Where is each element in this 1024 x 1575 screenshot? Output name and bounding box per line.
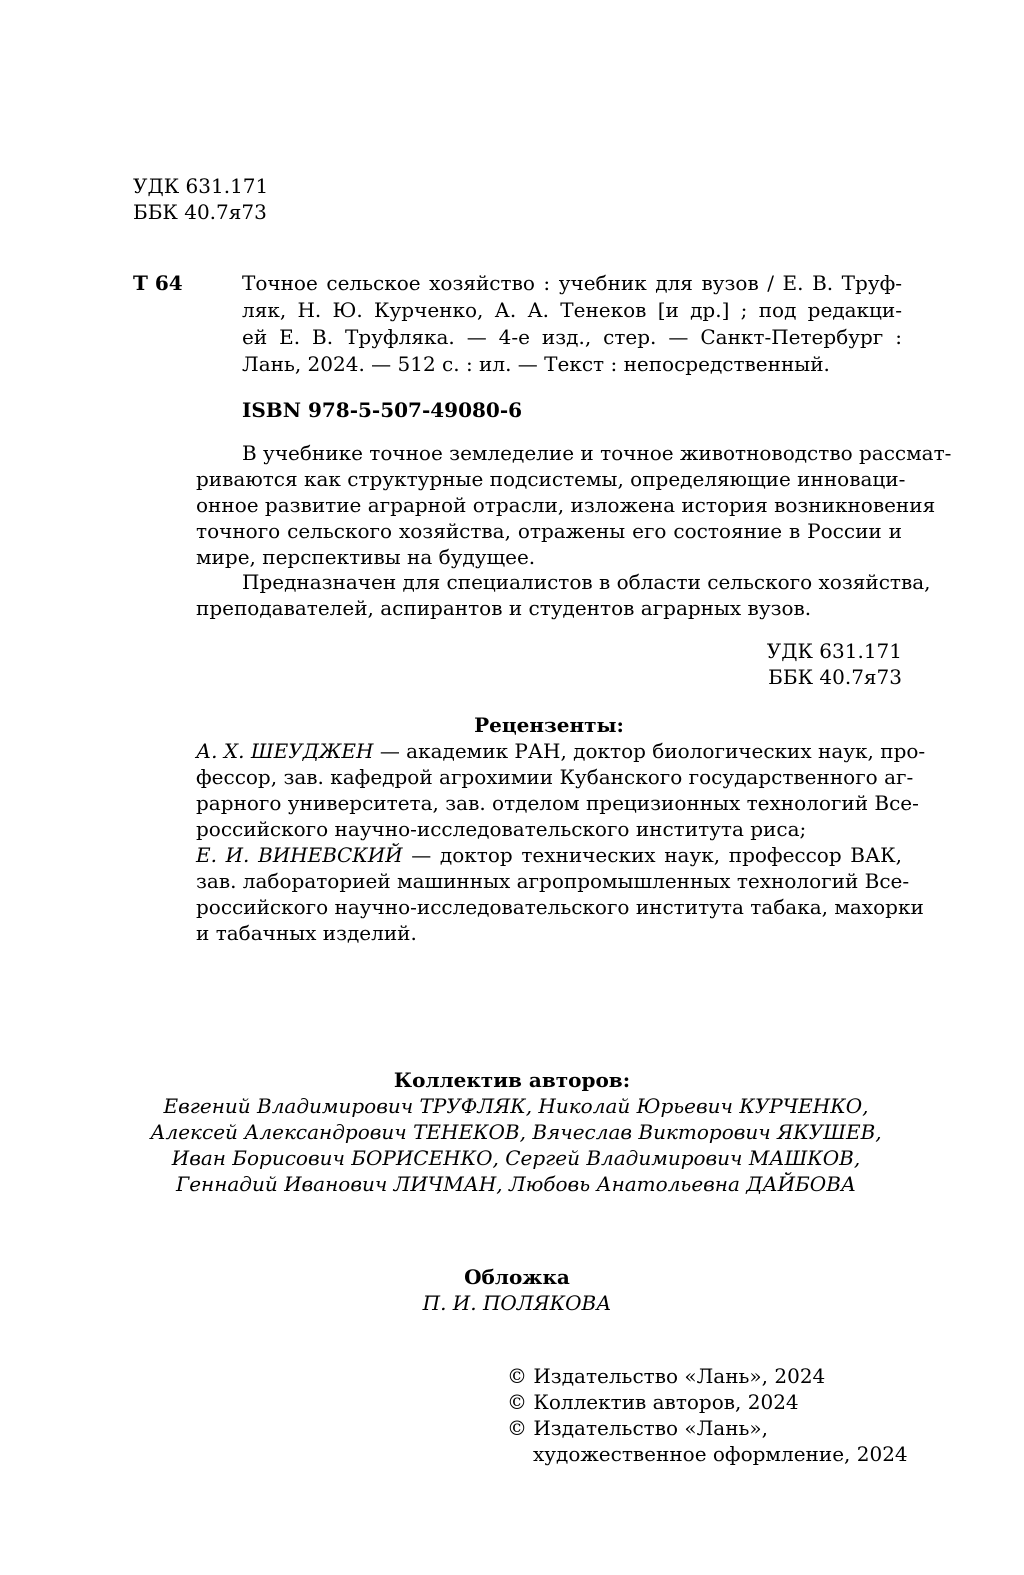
cover-title: Обложка — [464, 1265, 570, 1289]
abstract-line: преподавателей, аспирантов и студентов аграрных вузов. — [196, 596, 812, 620]
bibliographic-line: Точное сельское хозяйство : учебник для вузов / Е. В. Труф- — [242, 271, 902, 295]
reviewer-line — [196, 842, 902, 868]
copyright-line: © Издательство «Лань», — [507, 1416, 769, 1440]
abstract-line: В учебнике точное земледелие и точное животноводство рассмат- — [242, 441, 952, 465]
reviewer-line: российского научно-исследовательского института табака, махорки — [196, 895, 924, 919]
reviewers-title: Рецензенты: — [474, 713, 624, 737]
reviewer-line: зав. лабораторией машинных агропромышленных технологий Все- — [196, 869, 910, 893]
udk-code-right: УДК 631.171 — [766, 639, 902, 663]
author-line: Евгений Владимирович ТРУФЛЯК, Николай Юрьевич КУРЧЕНКО, — [163, 1094, 869, 1118]
reviewer-text: — академик РАН, доктор биологических наук, про- — [373, 739, 926, 763]
reviewer-line — [196, 738, 926, 764]
copyright-line: художественное оформление, 2024 — [533, 1442, 908, 1466]
abstract-line: онное развитие аграрной отрасли, изложена история возникновения — [196, 493, 936, 517]
reviewer-line: и табачных изделий. — [196, 921, 417, 945]
abstract-line: Предназначен для специалистов в области сельского хозяйства, — [242, 570, 931, 594]
reviewer-line: фессор, зав. кафедрой агрохимии Кубанского государственного аг- — [196, 765, 914, 789]
bbk-code: ББК 40.7я73 — [133, 200, 267, 224]
bbk-code-right: ББК 40.7я73 — [768, 665, 902, 689]
copyright-line: © Издательство «Лань», 2024 — [507, 1364, 826, 1388]
author-line: Иван Борисович БОРИСЕНКО, Сергей Владимирович МАШКОВ, — [171, 1146, 861, 1170]
cover-designer: П. И. ПОЛЯКОВА — [422, 1291, 612, 1315]
reviewer-name: Е. И. ВИНЕВСКИЙ — [196, 843, 403, 867]
reviewer-text: — доктор технических наук, профессор ВАК, — [402, 843, 902, 867]
reviewer-name: А. Х. ШЕУДЖЕН — [196, 739, 374, 763]
author-line: Алексей Александрович ТЕНЕКОВ, Вячеслав Викторович ЯКУШЕВ, — [150, 1120, 882, 1144]
cutter-mark: Т 64 — [133, 271, 183, 295]
abstract-line: точного сельского хозяйства, отражены его состояние в России и — [196, 519, 902, 543]
bibliographic-line: ей Е. В. Труфляка. — 4-е изд., стер. — Санкт-Петербург : — [242, 325, 902, 349]
reviewer-line: российского научно-исследовательского института риса; — [196, 817, 807, 841]
bibliographic-line: Лань, 2024. — 512 с. : ил. — Текст : непосредственный. — [242, 352, 830, 376]
abstract-line: риваются как структурные подсистемы, определяющие инноваци- — [196, 467, 906, 491]
author-line: Геннадий Иванович ЛИЧМАН, Любовь Анатольевна ДАЙБОВА — [175, 1172, 857, 1196]
abstract-line: мире, перспективы на будущее. — [196, 545, 536, 569]
reviewer-line: рарного университета, зав. отделом прецизионных технологий Все- — [196, 791, 919, 815]
copyright-line: © Коллектив авторов, 2024 — [507, 1390, 799, 1414]
udk-code: УДК 631.171 — [133, 174, 269, 198]
isbn: ISBN 978-5-507-49080-6 — [242, 398, 523, 422]
bibliographic-line: ляк, Н. Ю. Курченко, А. А. Тенеков [и др.] ; под редакци- — [242, 298, 902, 322]
authors-title: Коллектив авторов: — [393, 1068, 631, 1092]
